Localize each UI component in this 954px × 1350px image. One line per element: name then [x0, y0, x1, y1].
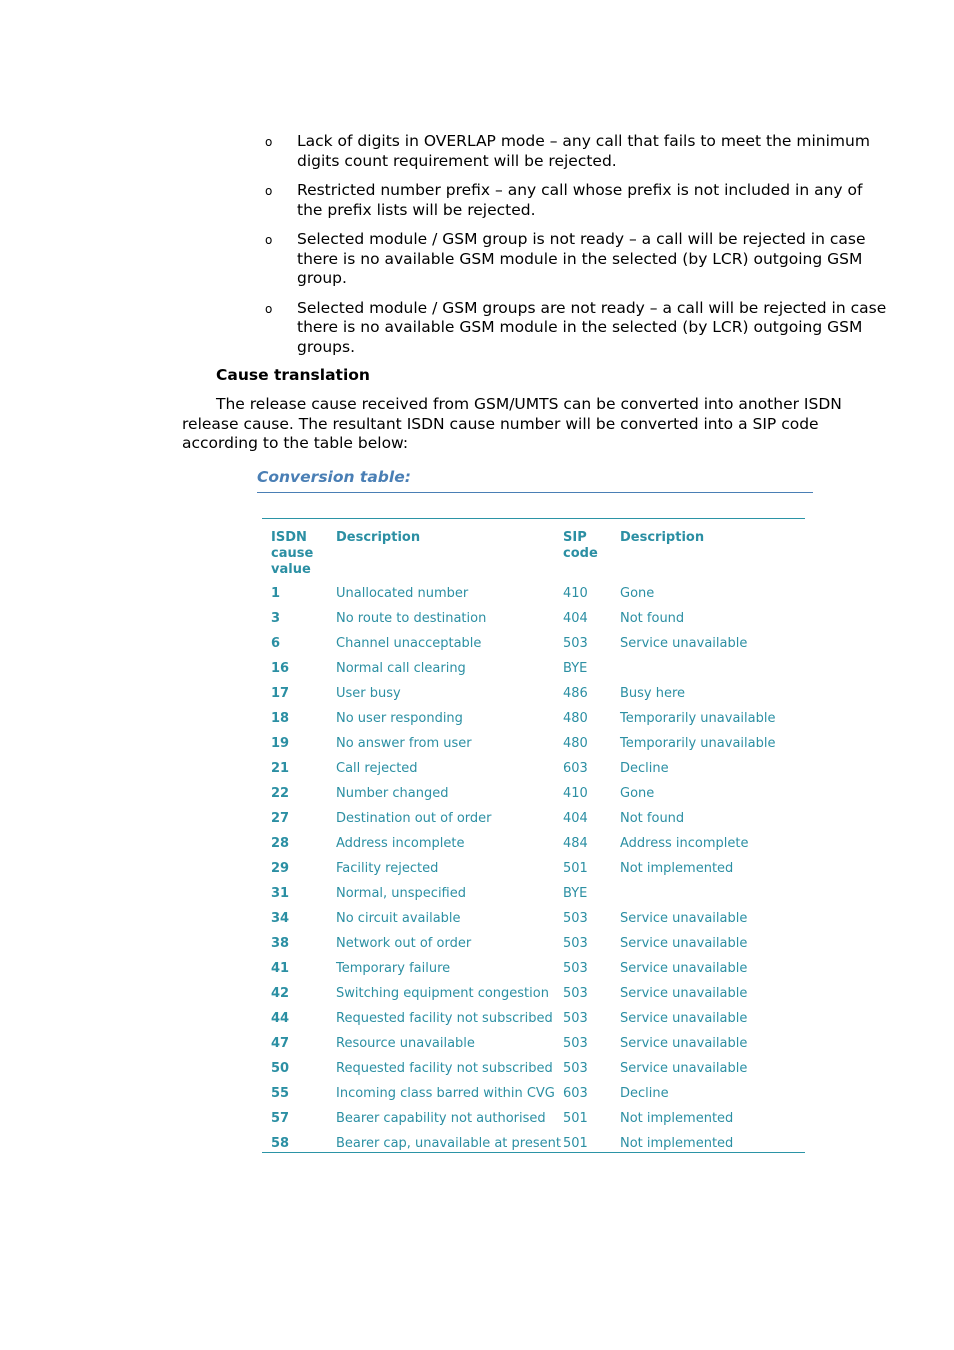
isdn-cause-cell: 58: [271, 1136, 290, 1151]
isdn-description-cell: Facility rejected: [336, 861, 439, 876]
isdn-description-cell: No circuit available: [336, 911, 461, 926]
sip-code-cell: 503: [563, 1036, 588, 1051]
table-row: [262, 1086, 805, 1111]
table-row: [262, 711, 805, 736]
isdn-description-cell: Call rejected: [336, 761, 418, 776]
table-row: [262, 1136, 805, 1153]
table-row: [262, 961, 805, 986]
isdn-cause-cell: 18: [271, 711, 290, 726]
sip-code-cell: 503: [563, 1061, 588, 1076]
list-item: [265, 132, 890, 171]
sip-code-cell: 603: [563, 1086, 588, 1101]
table-row: [262, 811, 805, 836]
isdn-description-cell: Requested facility not subscribed: [336, 1061, 553, 1076]
list-item-text: Lack of digits in OVERLAP mode – any call that fails to meet the minimum digits count requirement will be rejected.: [297, 132, 870, 170]
table-row: [262, 1061, 805, 1086]
isdn-description-cell: Normal, unspecified: [336, 886, 466, 901]
isdn-description-cell: No answer from user: [336, 736, 472, 751]
table-row: [262, 686, 805, 711]
sip-code-cell: 603: [563, 761, 588, 776]
sip-description-cell: Service unavailable: [620, 1061, 748, 1076]
table-row: [262, 936, 805, 961]
table-row: [262, 886, 805, 911]
isdn-cause-cell: 19: [271, 736, 290, 751]
sip-code-cell: BYE: [563, 886, 588, 901]
header-sip-code: SIP code: [563, 530, 598, 561]
header-sip-description: Description: [620, 530, 705, 545]
isdn-cause-cell: 27: [271, 811, 290, 826]
table-row: [262, 736, 805, 761]
bullet-list: [265, 132, 890, 367]
sip-description-cell: Gone: [620, 586, 655, 601]
sip-description-cell: Gone: [620, 786, 655, 801]
sip-code-cell: 503: [563, 936, 588, 951]
sip-code-cell: 410: [563, 786, 588, 801]
isdn-cause-cell: 28: [271, 836, 290, 851]
isdn-cause-cell: 47: [271, 1036, 290, 1051]
isdn-cause-cell: 3: [271, 611, 281, 626]
sip-description-cell: Not found: [620, 611, 685, 626]
sip-description-cell: Service unavailable: [620, 1011, 748, 1026]
list-item-text: Selected module / GSM groups are not ready – a call will be rejected in case there is no available GSM module in the selected (by LCR) outgoing GSM groups.: [297, 298, 887, 356]
sip-code-cell: 503: [563, 961, 588, 976]
isdn-description-cell: Resource unavailable: [336, 1036, 475, 1051]
sip-description-cell: Not implemented: [620, 1136, 734, 1151]
isdn-cause-cell: 29: [271, 861, 290, 876]
table-row: [262, 661, 805, 686]
bullet-marker: o: [265, 135, 273, 149]
table-row: [262, 611, 805, 636]
isdn-description-cell: No route to destination: [336, 611, 487, 626]
sip-code-cell: 410: [563, 586, 588, 601]
sip-code-cell: BYE: [563, 661, 588, 676]
table-row: [262, 861, 805, 886]
sip-code-cell: 503: [563, 911, 588, 926]
sip-code-cell: 404: [563, 811, 588, 826]
body-paragraph: The release cause received from GSM/UMTS can be converted into another ISDN release cause. The resultant ISDN cause number will be converted into a SIP code according to the table below:: [182, 395, 842, 452]
list-item: [265, 230, 890, 289]
isdn-description-cell: Requested facility not subscribed: [336, 1011, 553, 1026]
isdn-cause-cell: 42: [271, 986, 290, 1001]
isdn-cause-cell: 16: [271, 661, 290, 676]
bullet-marker: o: [265, 233, 273, 247]
isdn-cause-cell: 1: [271, 586, 281, 601]
table-row: [262, 986, 805, 1011]
sip-description-cell: [620, 661, 805, 686]
table-row: [262, 761, 805, 786]
isdn-cause-cell: 50: [271, 1061, 290, 1076]
sip-description-cell: Service unavailable: [620, 636, 748, 651]
sip-description-cell: Not found: [620, 811, 685, 826]
isdn-description-cell: No user responding: [336, 711, 463, 726]
header-isdn-cause: ISDN cause value: [271, 530, 314, 577]
isdn-cause-cell: 44: [271, 1011, 290, 1026]
sip-description-cell: Not implemented: [620, 1111, 734, 1126]
isdn-cause-cell: 21: [271, 761, 290, 776]
bullet-marker: o: [265, 184, 273, 198]
isdn-cause-cell: 57: [271, 1111, 290, 1126]
sip-code-cell: 503: [563, 636, 588, 651]
sip-code-cell: 501: [563, 861, 588, 876]
table-row: [262, 1111, 805, 1136]
table-row: [262, 911, 805, 936]
sip-description-cell: Address incomplete: [620, 836, 749, 851]
list-item: [265, 181, 890, 220]
sip-description-cell: Service unavailable: [620, 1036, 748, 1051]
isdn-description-cell: Bearer cap, unavailable at present: [336, 1136, 561, 1151]
sip-code-cell: 501: [563, 1111, 588, 1126]
sip-description-cell: Temporarily unavailable: [620, 736, 776, 751]
sip-code-cell: 503: [563, 986, 588, 1001]
isdn-cause-cell: 31: [271, 886, 290, 901]
sip-description-cell: Service unavailable: [620, 911, 748, 926]
table-row: [262, 1036, 805, 1061]
section-heading: Cause translation: [216, 366, 370, 384]
sip-description-cell: Not implemented: [620, 861, 734, 876]
conversion-table: [262, 518, 805, 1153]
table-header-row: [262, 519, 805, 587]
isdn-description-cell: Network out of order: [336, 936, 472, 951]
isdn-description-cell: Bearer capability not authorised: [336, 1111, 546, 1126]
isdn-description-cell: Destination out of order: [336, 811, 492, 826]
sip-description-cell: Decline: [620, 761, 669, 776]
isdn-description-cell: Switching equipment congestion: [336, 986, 549, 1001]
sip-code-cell: 480: [563, 711, 588, 726]
sip-code-cell: 404: [563, 611, 588, 626]
isdn-cause-cell: 22: [271, 786, 290, 801]
table-row: [262, 636, 805, 661]
table-row: [262, 586, 805, 611]
isdn-description-cell: Channel unacceptable: [336, 636, 482, 651]
sip-description-cell: Busy here: [620, 686, 686, 701]
isdn-description-cell: User busy: [336, 686, 401, 701]
table-row: [262, 836, 805, 861]
isdn-cause-cell: 6: [271, 636, 281, 651]
isdn-description-cell: Temporary failure: [336, 961, 451, 976]
isdn-description-cell: Unallocated number: [336, 586, 469, 601]
isdn-description-cell: Number changed: [336, 786, 449, 801]
isdn-description-cell: Address incomplete: [336, 836, 465, 851]
isdn-cause-cell: 55: [271, 1086, 290, 1101]
list-item: [265, 299, 890, 358]
sip-code-cell: 501: [563, 1136, 588, 1151]
isdn-cause-cell: 41: [271, 961, 290, 976]
table-row: [262, 786, 805, 811]
isdn-cause-cell: 34: [271, 911, 290, 926]
bullet-marker: o: [265, 301, 273, 316]
isdn-description-cell: Normal call clearing: [336, 661, 466, 676]
sip-description-cell: Service unavailable: [620, 986, 748, 1001]
header-isdn-description: Description: [336, 530, 421, 545]
sip-description-cell: Service unavailable: [620, 936, 748, 951]
isdn-description-cell: Incoming class barred within CVG: [336, 1086, 555, 1101]
table-row: [262, 1011, 805, 1036]
table-body: [262, 586, 805, 1153]
sip-code-cell: 480: [563, 736, 588, 751]
table-caption: Conversion table:: [257, 468, 813, 493]
sip-code-cell: 503: [563, 1011, 588, 1026]
sip-code-cell: 484: [563, 836, 588, 851]
sip-code-cell: 486: [563, 686, 588, 701]
isdn-cause-cell: 17: [271, 686, 290, 701]
sip-description-cell: Service unavailable: [620, 961, 748, 976]
list-item-text: Restricted number prefix – any call whose prefix is not included in any of the prefix lists will be rejected.: [297, 181, 863, 219]
list-item-text: Selected module / GSM group is not ready – a call will be rejected in case there is no available GSM module in the selected (by LCR) outgoing GSM group.: [297, 230, 866, 287]
sip-description-cell: Temporarily unavailable: [620, 711, 776, 726]
sip-description-cell: [620, 886, 805, 911]
sip-description-cell: Decline: [620, 1086, 669, 1101]
isdn-cause-cell: 38: [271, 936, 290, 951]
